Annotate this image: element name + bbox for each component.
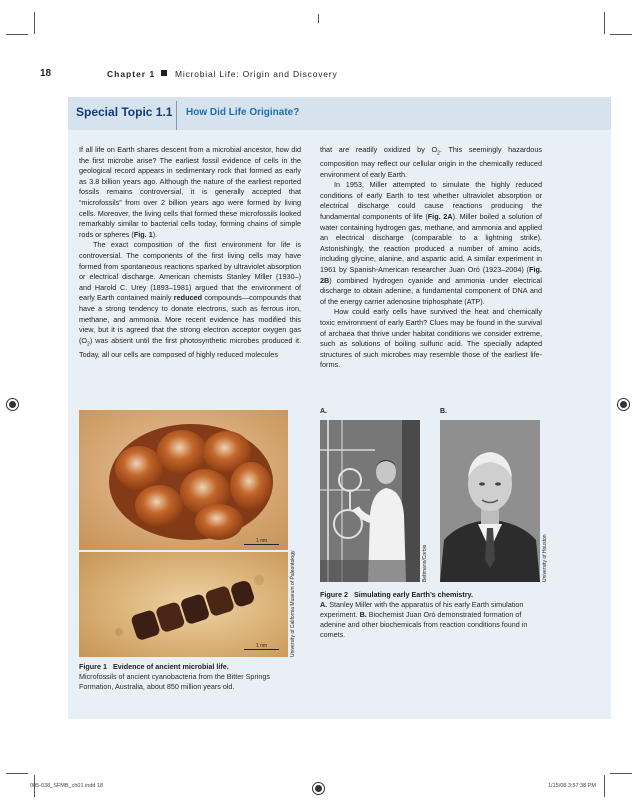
body-paragraph: If all life on Earth shares descent from a microbial ancestor, how did the first microbe arise? The earliest fossil evidence of cells in the geological record appears in sedimentary rock that formed as early as 3.8 billion years ago. Although the nature of the earliest reported fossils remains controversial, it is generally accepted that “microfossils” from over 2 billion years ago were formed by living cells. Moreover, the living cells that formed these microfossils looked remarkably similar to bacterial cells today, forming chains of simple rods or spheres (Fig. 1). <box>79 145 301 239</box>
chapter-title: Microbial Life: Origin and Discovery <box>175 69 338 79</box>
figure2-label: Figure 2 <box>320 590 348 599</box>
figure2-caption <box>320 590 542 640</box>
figure1-caption <box>79 662 289 692</box>
figure2-title: Simulating early Earth’s chemistry. <box>353 590 474 599</box>
stanley-miller-image <box>320 420 420 582</box>
figure2-panel-a-label: A. <box>320 408 327 415</box>
scale-bar-bottom: 1 nm <box>244 643 279 650</box>
juan-oro-image <box>440 420 540 582</box>
header-square-bullet <box>161 70 167 76</box>
figure2a-credit: Bettmann/Corbis <box>422 544 428 582</box>
figure2b-credit: University of Houston <box>542 534 548 582</box>
page-number: 18 <box>40 68 52 79</box>
registration-mark-right <box>617 398 630 411</box>
figure2-caption-a-label: A. <box>320 600 328 609</box>
special-topic-label: Special Topic 1.1 <box>76 105 173 119</box>
figure1-label: Figure 1 <box>79 662 107 671</box>
oro-photo <box>440 420 540 582</box>
figure2-caption-b: Biochemist Juan Oró demonstrated formation of adenine and other biochemicals from reaction conditions found in comets. <box>320 610 528 639</box>
body-paragraph: The exact composition of the first environment for life is controversial. The components of the first living cells may have formed from spontaneous reactions sparked by ultraviolet absorption or electrical discharge. American chemists Stanley Miller (1930–) and Harold C. Urey (1893–1981) argued that the environment of early Earth contained mainly reduced compounds—compounds that have a strong tendency to donate electrons, such as ferrous iron, methane, and ammonia. More recent evidence has modified this view, but it is agreed that the strong electron acceptor oxygen gas $(O_2)$ was absent until the first photosynthetic microbes produced it. Today, all our cells are composed of highly reduced molecules <box>79 240 301 359</box>
footer-file-slug: 005-038_SFMB_ch01.indd 18 <box>30 783 104 789</box>
figure1-credit: University of California Museum of Paleontology <box>290 550 296 657</box>
scale-bar-top: 1 nm <box>244 538 279 545</box>
miller-photo <box>320 420 420 582</box>
body-left-column <box>79 145 301 360</box>
cyanobacteria-cluster-image <box>79 410 288 550</box>
figure2-caption-b-label: B. <box>359 610 367 619</box>
body-paragraph: How could early cells have survived the heat and chemically toxic environment of early Earth? Clues may be found in the survival of archaea that thrive under habitat conditions we consider extreme, such as solutions of boiling sulfuric acid. The specially adapted structures of such microbes may resemble those of the earliest life-forms. <box>320 307 542 370</box>
body-paragraph: that are readily oxidized by $O_2$. This seemingly hazardous composition may reflect our cellular origin in the chemically reduced environment of early Earth. <box>320 145 542 179</box>
special-topic-divider <box>176 101 177 130</box>
special-topic-title: How Did Life Originate? <box>186 107 300 118</box>
figure2-panel-b-label: B. <box>440 408 447 415</box>
registration-mark-bottom <box>312 782 325 795</box>
body-paragraph: In 1953, Miller attempted to simulate the highly reduced conditions of early Earth to test whether ultraviolet absorption or electrical discharge could cause reactions producing the fundamental components of life (Fig. 2A). Miller boiled a solution of water containing hydrogen gas, methane, and ammonia and applied an electrical discharge (comparable to a lightning strike). Astonishingly, the reaction produced a number of amino acids, including glycine, alanine, and aspartic acid. A similar experiment in 1961 by Spanish-American researcher Juan Oró (1923–2004) (Fig. 2B) combined hydrogen cyanide and ammonia under electrical discharge to obtain adenine, a fundamental component of DNA and of the energy carrier adenosine triphosphate (ATP). <box>320 180 542 306</box>
registration-mark-left <box>6 398 19 411</box>
figure1-title: Evidence of ancient microbial life. <box>112 662 229 671</box>
body-right-column <box>320 145 542 371</box>
cyanobacteria-filament-image <box>79 552 288 657</box>
figure2-caption-a: Stanley Miller with the apparatus of his early Earth simulation experiment. <box>320 600 524 619</box>
footer-date-slug: 1/15/08 3:57:38 PM <box>548 783 597 789</box>
chapter-label: Chapter 1 <box>107 69 156 79</box>
microfossil-photo-bottom <box>79 552 288 657</box>
figure1-caption-text: Microfossils of ancient cyanobacteria from the Bitter Springs Formation, Australia, about 850 million years old. <box>79 672 270 691</box>
microfossil-photo-top <box>79 410 288 550</box>
